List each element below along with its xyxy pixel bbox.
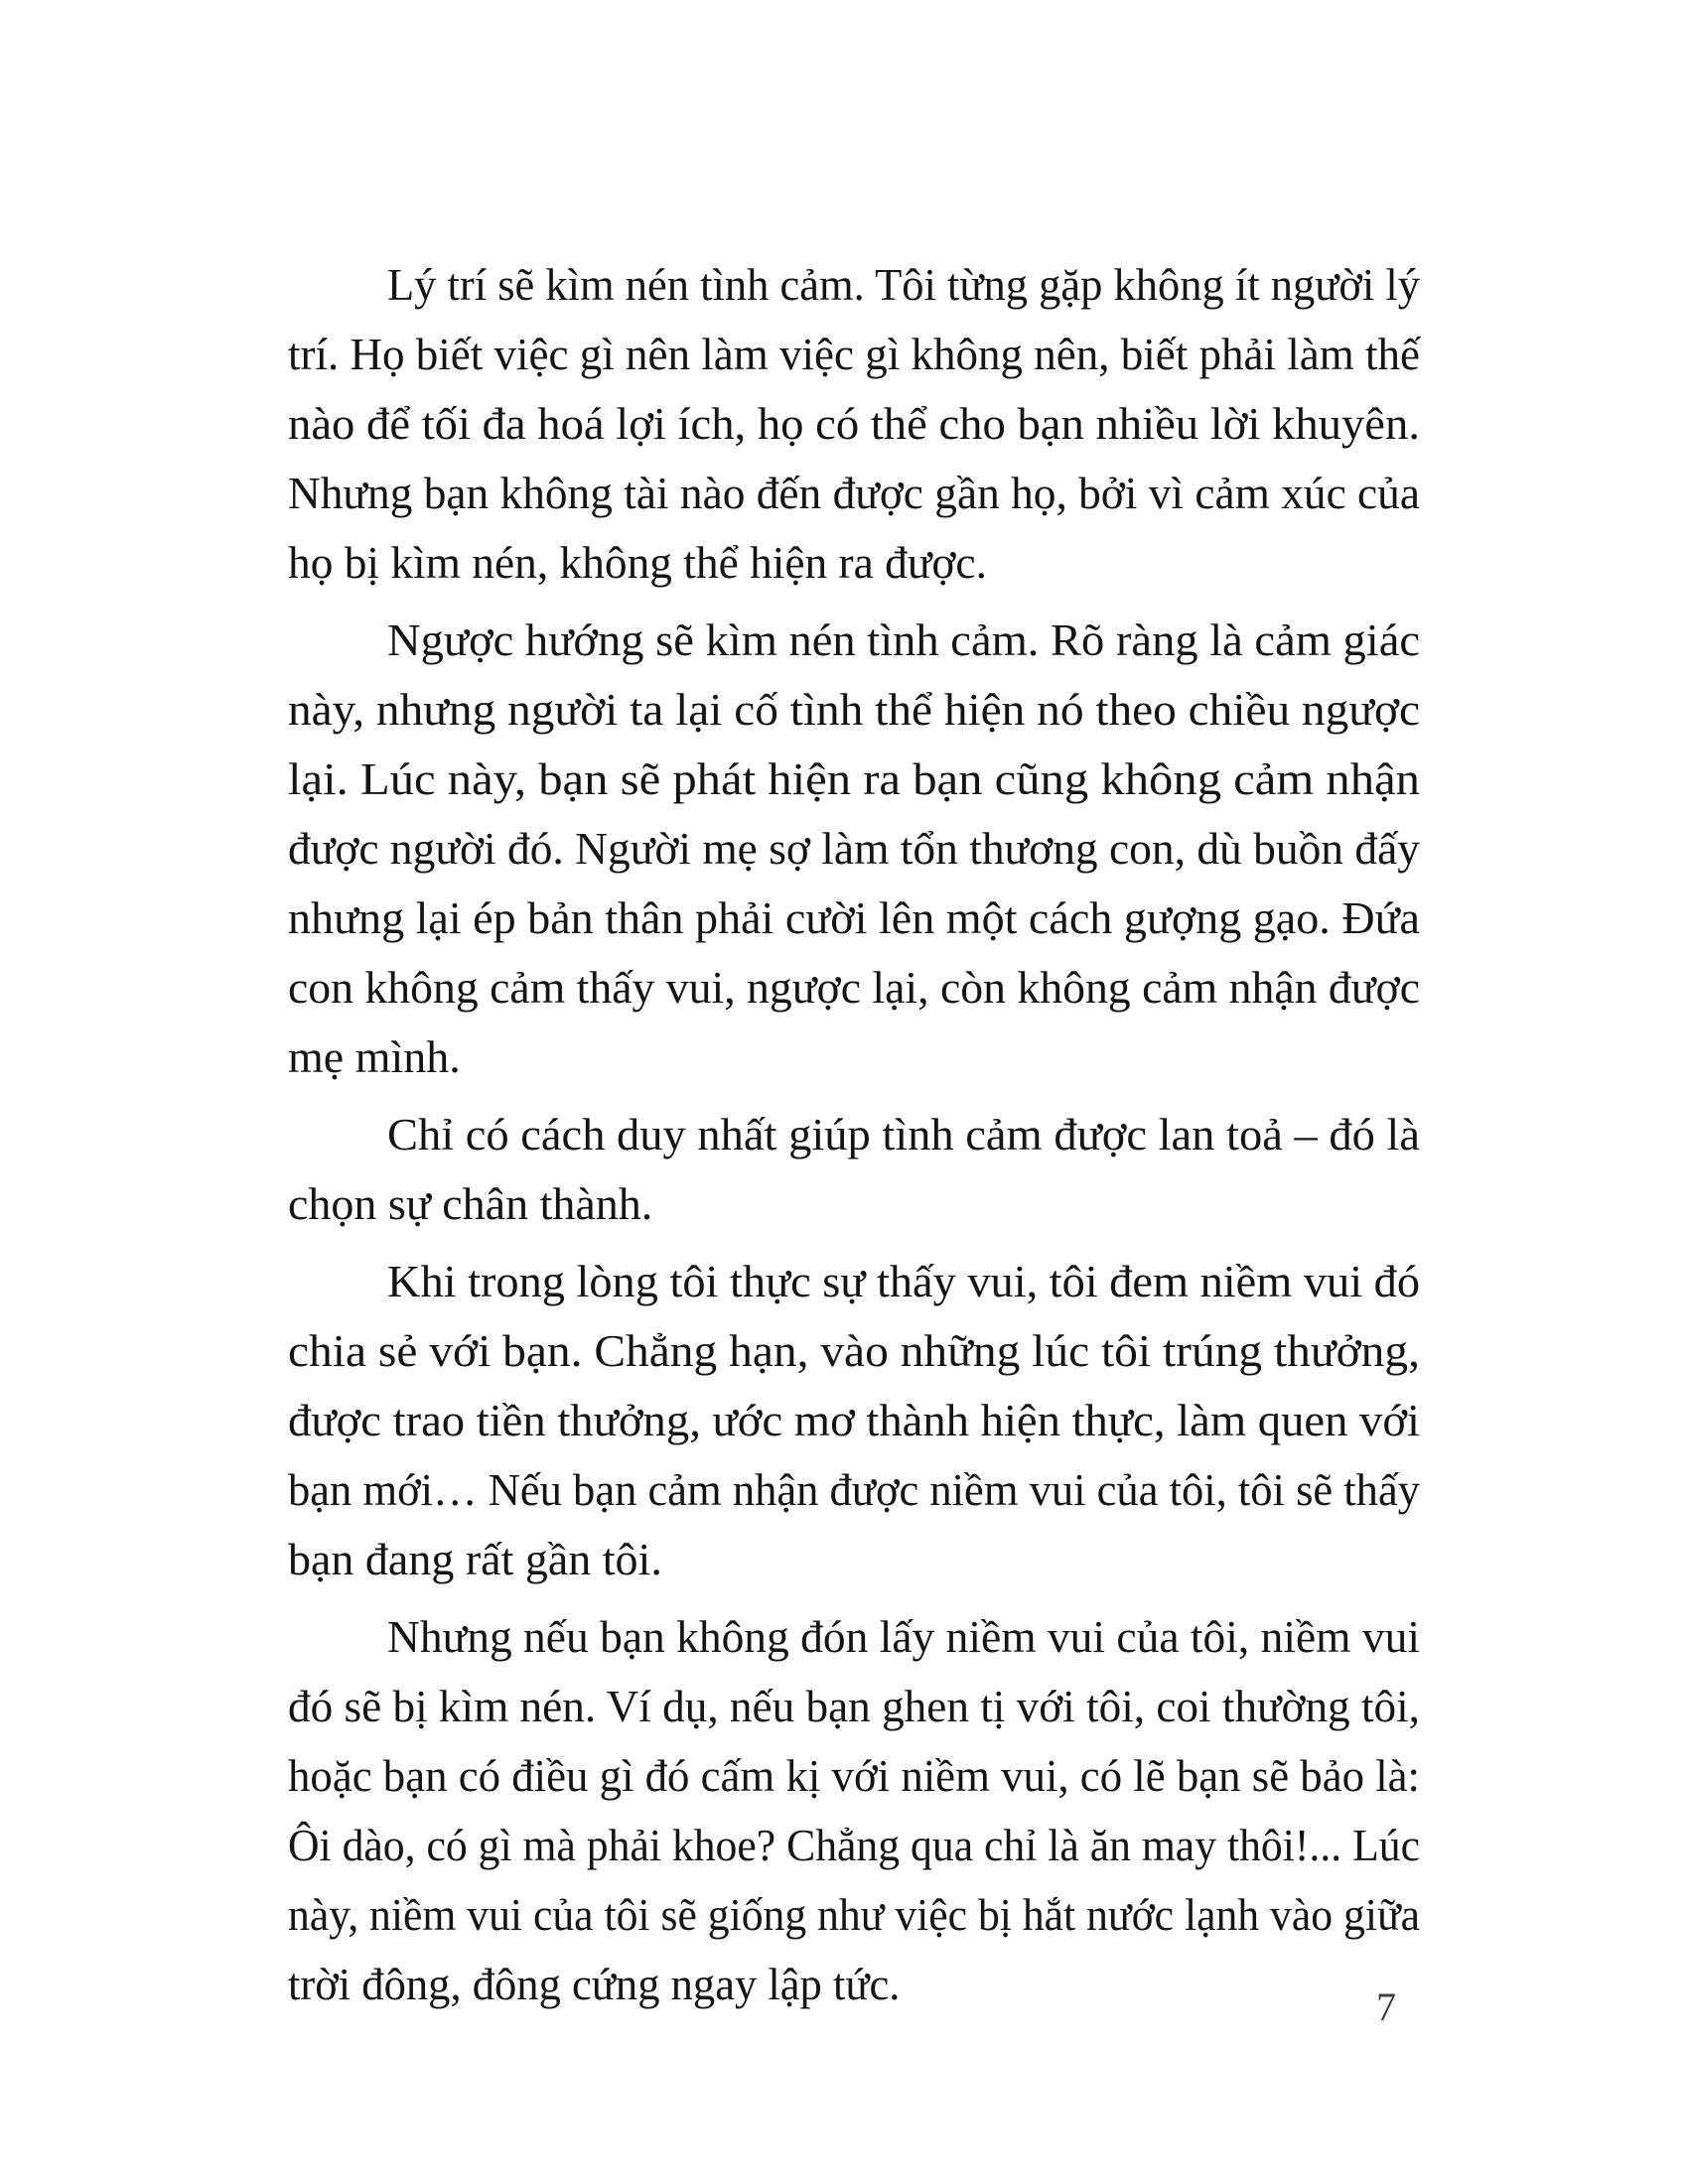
text-line [288,1672,1420,1741]
text-line [288,1316,1420,1386]
text-line-content: Nhưng nếu bạn không đón lấy niềm vui của tôi, niềm vui [387,1611,1420,1662]
text-line-content: Ngược hướng sẽ kìm nén tình cảm. Rõ ràng là cảm giác [387,614,1420,665]
text-line-content: Khi trong lòng tôi thực sự thấy vui, tôi đem niềm vui đó [387,1256,1420,1306]
text-line [387,1602,1420,1672]
paragraph [288,1100,1420,1239]
text-line-content: Ôi dào, có gì mà phải khoe? Chẳng qua chỉ là ăn may thôi!... Lúc [288,1820,1420,1870]
text-line-content: Chỉ có cách duy nhất giúp tình cảm được lan toả – đó là [387,1109,1420,1160]
text-line-content: này, niềm vui của tôi sẽ giống như việc bị hắt nước lạnh vào giữa [288,1889,1420,1940]
text-line-content: bạn mới… Nếu bạn cảm nhận được niềm vui của tôi, tôi sẽ thấy [288,1464,1420,1515]
text-line [288,389,1420,459]
text-line [387,1100,1420,1169]
text-line-content: trí. Họ biết việc gì nên làm việc gì không nên, biết phải làm thế [288,329,1420,379]
text-line-content: Lý trí sẽ kìm nén tình cảm. Tôi từng gặp không ít người lý [387,259,1420,310]
text-line [288,1525,1420,1594]
text-line [288,884,1420,953]
text-line-content: trời đông, đông cứng ngay lập tức. [288,1959,901,2009]
text-line-content: chia sẻ với bạn. Chẳng hạn, vào những lúc tôi trúng thưởng, [288,1325,1420,1376]
text-line [288,745,1420,814]
text-line [288,1811,1420,1880]
paragraph [288,250,1420,598]
text-line [288,1386,1420,1455]
text-line-content: mẹ mình. [288,1031,461,1082]
text-line [387,250,1420,320]
text-line [288,1169,1420,1239]
text-line [387,606,1420,675]
text-line [288,459,1420,528]
text-line-content: Nhưng bạn không tài nào đến được gần họ, bởi vì cảm xúc của [288,468,1420,518]
text-line [288,1455,1420,1525]
text-line-content: bạn đang rất gần tôi. [288,1534,662,1584]
page-text [288,250,1420,2019]
text-line [288,320,1420,389]
text-line-content: đó sẽ bị kìm nén. Ví dụ, nếu bạn ghen tị với tôi, coi thường tôi, [288,1681,1420,1731]
paragraph [288,1602,1420,2019]
page-number: 7 [1376,1984,1396,2029]
text-line [288,953,1420,1023]
paragraph [288,606,1420,1092]
text-line-content: này, nhưng người ta lại cố tình thể hiện nó theo chiều ngược [288,684,1420,735]
text-line-content: được trao tiền thưởng, ước mơ thành hiện thực, làm quen với [288,1395,1420,1445]
text-line-content: hoặc bạn có điều gì đó cấm kị với niềm vui, có lẽ bạn sẽ bảo là: [288,1750,1420,1801]
text-line-content: chọn sự chân thành. [288,1178,653,1229]
text-line [288,814,1420,884]
text-line [288,675,1420,745]
text-line [288,1023,1420,1092]
text-line-content: con không cảm thấy vui, ngược lại, còn không cảm nhận được [288,962,1420,1013]
paragraph [288,1247,1420,1594]
text-line [288,528,1420,598]
text-line-content: được người đó. Người mẹ sợ làm tổn thương con, dù buồn đấy [288,823,1420,874]
text-line-content: nào để tối đa hoá lợi ích, họ có thể cho bạn nhiều lời khuyên. [288,398,1420,449]
text-line-content: lại. Lúc này, bạn sẽ phát hiện ra bạn cũng không cảm nhận [288,753,1420,804]
text-line-content: họ bị kìm nén, không thể hiện ra được. [288,537,987,588]
text-line [288,1741,1420,1811]
text-line-content: nhưng lại ép bản thân phải cười lên một cách gượng gạo. Đứa [288,892,1420,943]
text-line [288,1880,1420,1950]
text-line [387,1247,1420,1316]
